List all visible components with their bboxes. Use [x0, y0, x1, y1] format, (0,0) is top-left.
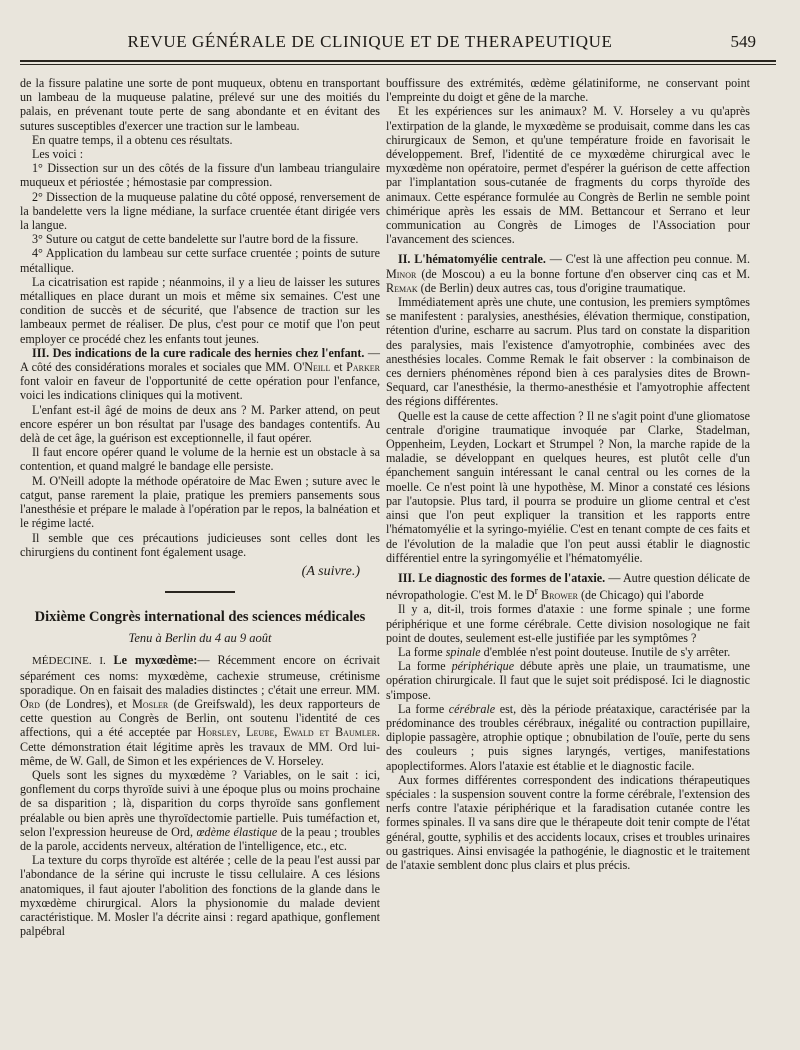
text-run: (de Greifswald), les deux rapporteurs de cette question au Congrès de Berlin, ont soutenu l'identité de ces affections, qui a été acceptée par	[20, 696, 380, 740]
page-header	[20, 26, 780, 62]
text-run: (de Berlin) deux autres cas, tous d'origine traumatique.	[417, 280, 686, 295]
right-column	[386, 76, 750, 872]
paragraph-hernies	[20, 346, 380, 403]
paragraph: 4° Application du lambeau sur cette surface cruentée ; points de suture métallique.	[20, 246, 380, 275]
paragraph: Et les expériences sur les animaux? M. V. Horseley a vu qu'après l'extirpation de la glande, le myxœdème se produisait, comme dans les cas chirurgicaux de Semon, et qu'une température froide en favorisait le développement. Bref, l'identité de ce myxœdème chirurgical avec le myxœdème non opératoire, permet d'espérer la guérison de cette affection par l'implantation sous-cutanée de fragments du corps thyroïde des animaux. Cette espérance formulée au Congrès de Berlin ne semble point chimérique après les essais de MM. Bettancour et Serrano et leur communication au Congrès de Limoges de l'Association pour l'avancement des sciences.	[386, 104, 750, 247]
text-run: (de Chicago) qui l'aborde	[577, 588, 704, 603]
text-run: — Autre question délicate de névropathologie. C'est M. le D	[386, 570, 750, 603]
header-rule	[20, 60, 776, 65]
paragraph: Il semble que ces précautions judicieuses sont celles dont les chirurgiens du continent font également usage.	[20, 530, 380, 559]
author-name: Remak	[386, 280, 418, 295]
paragraph: de la fissure palatine une sorte de pont muqueux, obtenu en transportant un lambeau de la muqueuse palatine, prélevé sur une des moitiés du palais, en prévenant toute perte de sang abondante et en évitant des sutures susceptibles d'exercer une traction sur le lambeau.	[20, 76, 380, 133]
author-name: Brower	[541, 588, 578, 603]
author-name: Mosler	[132, 696, 169, 711]
paragraph: 1° Dissection sur un des côtés de la fissure d'un lambeau triangulaire muqueux et périostée ; hémostasie par compression.	[20, 161, 380, 190]
italic-term: cérébrale	[448, 701, 496, 716]
paragraph: L'enfant est-il âgé de moins de deux ans ? M. Parker attend, on peut encore espérer un bon résultat par l'usage des bandages contentifs. Au delà de cet âge, la guérison est exceptionnelle, il faut opérer.	[20, 402, 380, 446]
paragraph: En quatre temps, il a obtenu ces résultats.	[32, 132, 233, 147]
paragraph	[20, 768, 380, 853]
paragraph: La cicatrisation est rapide ; néanmoins, il y a lieu de laisser les sutures métalliques en place durant un mois et même six semaines. C'est une condition de succès et de sécurité, que l'absence de traction sur les lambeaux permet de réaliser. De plus, c'est pour ce motif que l'on peut employer ce procédé chez les enfants tout jeunes.	[20, 274, 380, 346]
paragraph: Il y a, dit-il, trois formes d'ataxie : une forme spinale ; une forme périphérique et une forme cérébrale. Cette division nosologique ne fait point de doutes, seulement est-elle justifiée par les symptômes ?	[386, 602, 750, 645]
to-be-continued: (A suivre.)	[301, 563, 360, 579]
section-lead: MÉDECINE. I.	[32, 655, 114, 668]
paragraph: 3° Suture ou catgut de cette bandelette sur l'autre bord de la fissure.	[32, 232, 359, 247]
text-run: — A côté des considérations morales et sociales que MM.	[20, 345, 381, 375]
text-run: font valoir en faveur de l'opportunité de cette opération pour l'enfance, voici les indications cliniques qui la motivent.	[20, 374, 380, 403]
text-run: est, dès la période préataxique, caractérisée par la prédominance des troubles cérébraux, inégalité ou contraction pupillaire, diplopie passagère, atrophie optique ; obnubilation de l'ouïe, perte du sens des couleurs ; puis signes laryngés, vertiges, manifestations apoplectiformes. Alors l'ataxie est établie et le diagnostic facile.	[386, 701, 750, 773]
author-name: Minor	[386, 266, 417, 281]
text-run: Quels sont les signes du myxœdème ? Variables, on le sait : ici, gonflement du corps thyroïde suivi à une époque plus ou moins prochaine de sa disparition ; là, disparition du corps thyroïde sans gonflement préalable ou bien après une thyroïdectomie partielle. Puis tuméfaction et, selon l'expression heureuse de Ord,	[20, 767, 380, 839]
author-name: Parker	[346, 360, 380, 375]
paragraph-hematomyelie	[386, 252, 750, 295]
paragraph: Les voici :	[32, 147, 84, 162]
italic-term: spinale	[445, 644, 481, 659]
text-run: . Cette démonstration était légitime après les travaux de MM. Ord lui-même, de W. Gall, de Simon et les expériences de V. Horseley.	[20, 725, 380, 768]
section-heading: III. Des indications de la cure radicale des hernies chez l'enfant.	[32, 345, 365, 360]
paragraph: Quelle est la cause de cette affection ? Il ne s'agit point d'une gliomatose centrale d'origine traumatique invoquée par Clarke, Stadelman, Oppenheim, Leyden, Lockart et Strumpel ? Non, la marche rapide de la maladie, se développant en quelques heures, est plutôt celle d'un épanchement sanguin intéressant le canal central ou les cornes de la moelle. Ce n'est point là une hypothèse, M. Minor a constaté ces lésions par l'autopsie. Plus tard, il pourra se produire un gliome central et c'est ainsi que l'on peut expliquer la transition et les rapports entre l'hématomyélie et la syringo-myiélie. C'est en tenant compte de ces faits et de l'évolution de la maladie que l'on peut aussi établir le diagnostic différentiel entre la syringomyélie et l'hématomyélie.	[386, 408, 750, 565]
author-names: Horsley, Leube, Ewald et Baumler	[197, 725, 377, 740]
section-heading: Le myxœdème:	[113, 653, 198, 668]
superscript: r	[534, 586, 538, 598]
paragraph-myxoedeme	[20, 653, 380, 768]
paragraph-ataxie	[386, 571, 750, 602]
page-number: 549	[730, 32, 756, 51]
text-run: d'emblée n'est point douteuse. Inutile de s'y arrêter.	[480, 644, 731, 659]
text-run: La forme	[398, 701, 449, 716]
section-heading: III. Le diagnostic des formes de l'ataxie.	[398, 570, 606, 585]
author-name: O'Neill	[293, 360, 331, 375]
section-heading: II. L'hématomyélie centrale.	[398, 252, 546, 267]
running-title: REVUE GÉNÉRALE DE CLINIQUE ET DE THERAPEUTIQUE	[127, 32, 613, 51]
paragraph: Il faut encore opérer quand le volume de la hernie est un obstacle à sa contention, et quand malgré le bandage elle persiste.	[20, 445, 380, 474]
paragraph	[386, 659, 750, 702]
italic-term: périphérique	[451, 659, 515, 674]
paragraph: M. O'Neill adopte la méthode opératoire de Mac Ewen ; suture avec le catgut, panse rarement la plaie, pratique les premiers pansements sous l'anesthésie et prépare le malade à l'opération par le repos, la balnéation et le régime lacté.	[20, 473, 380, 531]
paragraph: La texture du corps thyroïde est altérée ; celle de la peau l'est aussi par l'abondance de la sérine qui incruste le tissu cellulaire. A ces lésions anatomiques, il faut ajouter l'abolition des fonctions de la glande dans le myxœdème chirurgical. Alors la physionomie du malade devient caractéristique. M. Mosler l'a décrite ainsi : regard apathique, gonflement palpébral	[20, 853, 380, 939]
text-run: débute après une plaie, un traumatisme, une opération chirurgicale. Il faut que le sujet soit prédisposé. Ici le diagnostic s'impose.	[386, 659, 750, 702]
congress-title: Dixième Congrès international des sciences médicales	[34, 609, 366, 626]
paragraph	[386, 645, 750, 659]
text-run: et	[330, 360, 347, 375]
congress-subtitle: Tenu à Berlin du 4 au 9 août	[128, 631, 272, 646]
paragraph: 2° Dissection de la muqueuse palatine du côté opposé, renversement de la bandelette vers la ligne médiane, la surface cruentée étant dirigée vers la langue.	[20, 189, 380, 233]
italic-term: œdème élastique	[196, 824, 278, 839]
text-run: (de Londres), et	[39, 696, 133, 711]
paragraph	[386, 702, 750, 773]
paragraph: Immédiatement après une chute, une contusion, les premiers symptômes se manifestent : paralysies, anesthésies, élévation thermique, constipation, rétention d'urine, escharre au sacrum. Plus tard on constate la disparition des paralysies, mais l'existence d'amyotrophie, combinées avec des anesthésies locales. Comme Remak le fait observer : la combinaison de ces derniers phénomènes répond bien à ces paralysies dites de Brown-Sequard, car l'anesthésie, la thermo-anesthésie et l'amyotrophie affectent des régions différentes.	[386, 295, 750, 409]
paragraph: bouffissure des extrémités, œdème gélatiniforme, ne conservant point l'empreinte du doigt et gêne de la marche.	[386, 76, 750, 105]
text-run: La forme	[398, 659, 452, 674]
text-run: — C'est là une affection peu connue. M.	[545, 252, 751, 267]
left-column	[20, 76, 380, 938]
text-run: — Récemment encore on écrivait séparément ces noms: myxœdème, cachexie strumeuse, crétinisme sporadique. On en faisait des maladies distinctes ; c'était une erreur. MM.	[20, 653, 380, 697]
text-run: (de Moscou) a eu la bonne fortune d'en observer cinq cas et M.	[416, 266, 750, 281]
section-separator	[165, 591, 235, 593]
text-run: de la peau ; troubles de la parole, accidents nerveux, altération de l'intelligence, etc., etc.	[20, 824, 380, 853]
author-name: Ord	[20, 696, 40, 711]
paragraph: Aux formes différentes correspondent des indications thérapeutiques spéciales : la suspension souvent contre la forme cérébrale, l'extension des nerfs contre l'ataxie périphérique et la faradisation cutanée contre les formes spinales. Il va sans dire que le thérapeute doit tenir compte de l'état général, goutte, syphilis et des accidents locaux, crises et troubles urinaires ou gastriques. Ainsi envisagée la pathogénie, le diagnostic et le traitement de l'ataxie semblent donc plus clairs et plus précis.	[386, 772, 750, 872]
text-run: La forme	[398, 644, 446, 659]
